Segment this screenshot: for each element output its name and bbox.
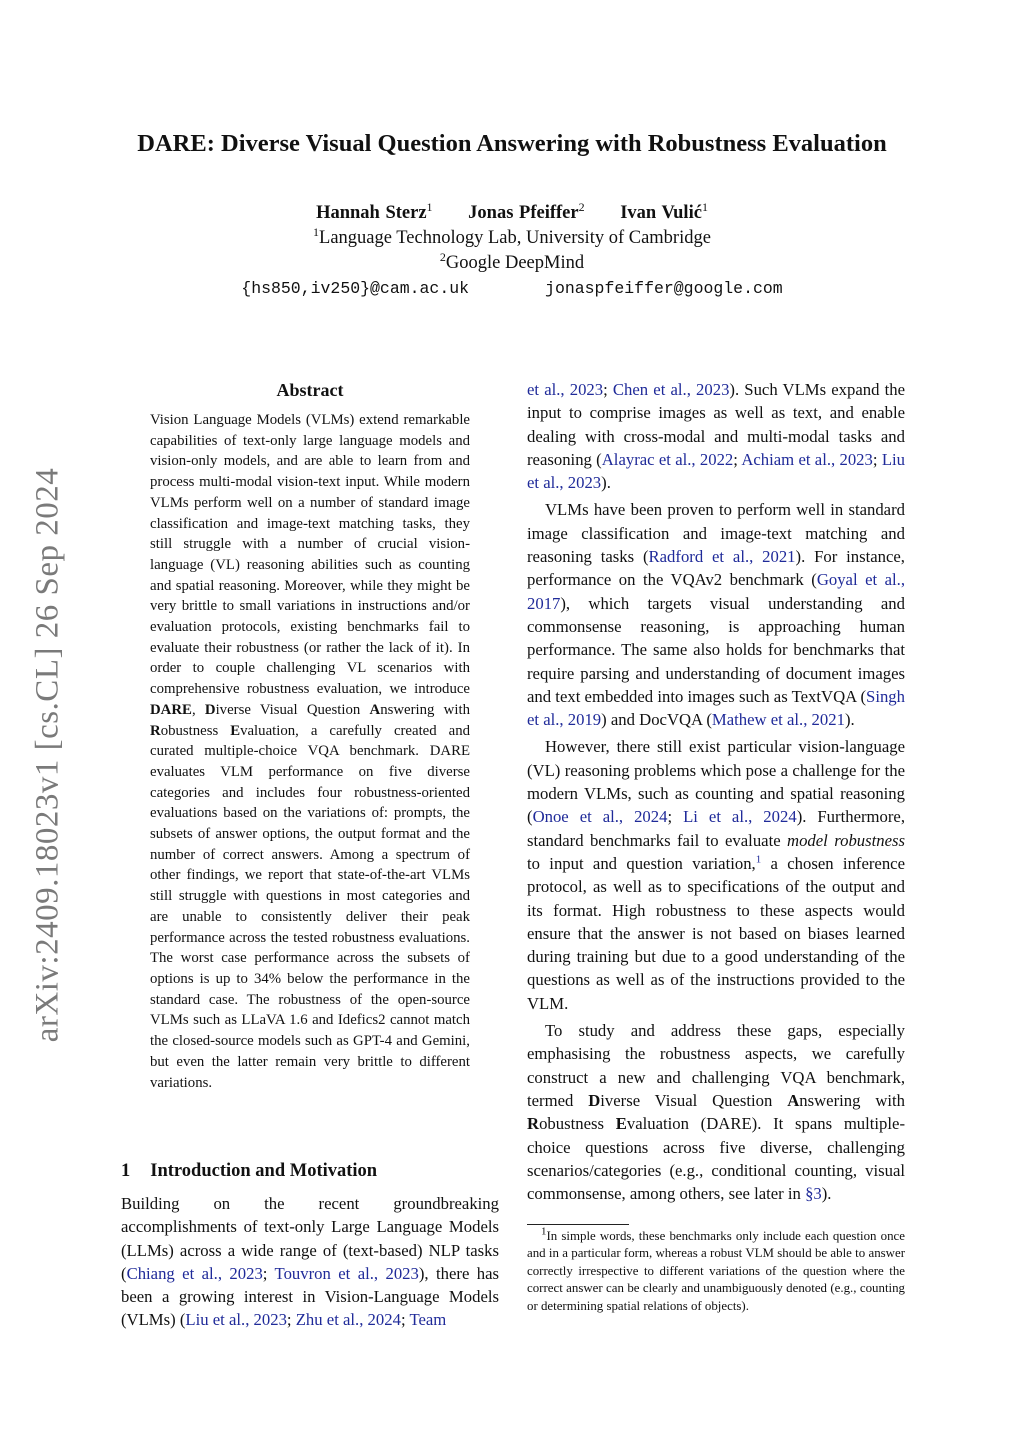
citation-link[interactable]: Radford et al., 2021: [648, 547, 796, 567]
abstract-text: valuation, a carefully created and curated multiple-choice VQA benchmark. DARE evaluates VLM performance on five diverse categories and includes four robustness-oriented evaluations based on the variations of: prompts, the subsets of answer options, the output format and the number of correct answers. Among a spectrum of other findings, we report that state-of-the-art VLMs still struggle with questions in most categories and are unable to consistently deliver their peak performance across the tested robustness evaluations. The worst case performance across the subsets of options is up to 34% below the performance in the standard case. The robustness of the open-source VLMs such as LLaVA 1.6 and Idefics2 cannot match the closed-source models such as GPT-4 and Gemini, but even the latter remain very brittle to different variations.: [150, 722, 470, 1091]
footnote-number: 1: [541, 1225, 547, 1238]
section-number: 1: [121, 1161, 131, 1181]
acronym-letter: R: [527, 1114, 540, 1134]
text: VLMs have been proven to perform well in standard image classification and image-text matching and reasoning tasks (: [527, 500, 905, 567]
text: nswering with: [380, 701, 470, 718]
text: ;: [667, 807, 684, 827]
author-affil-sup: 1: [426, 199, 433, 214]
text: to input and question variation,: [527, 853, 756, 873]
affiliation-text: Language Technology Lab, University of Cambridge: [319, 228, 711, 248]
intro-paragraph-1: [121, 1192, 499, 1332]
emphasis: model robustness: [787, 830, 905, 850]
intro-left-column: [121, 1192, 499, 1332]
text: ;: [603, 380, 613, 399]
text: iverse Visual Question: [600, 1090, 788, 1110]
text: ;: [262, 1263, 275, 1283]
dare-name: DARE: [150, 701, 192, 718]
abstract-body: [150, 410, 470, 1093]
author-affil-sup: 2: [578, 199, 585, 214]
text: ).: [601, 473, 611, 493]
author-2: [468, 199, 585, 223]
text: ). For instance, performance on the VQAv2 benchmark (: [527, 547, 905, 590]
text: ), there has been a growing interest in Vision-Language Models (VLMs) (: [121, 1263, 500, 1330]
text: nswering with: [799, 1090, 905, 1110]
citation-link[interactable]: Touvron et al., 2023: [274, 1263, 419, 1283]
author-1: [316, 199, 433, 223]
text: ), which targets visual understanding and commonsense reasoning, is approaching human performance. The same also holds for benchmarks that require parsing and understanding of document images and text embedded into images such as TextVQA (: [527, 593, 905, 706]
citation-link[interactable]: Achiam et al., 2023: [741, 449, 873, 469]
text: However, there still exist particular vision-language (VL) reasoning problems which pose a challenge for the modern VLMs, such as counting and spatial reasoning (: [527, 737, 905, 827]
author-affil-sup: 1: [701, 199, 708, 214]
arxiv-identifier: arXiv:2409.18023v1 [cs.CL] 26 Sep 2024: [29, 467, 66, 1043]
citation-link[interactable]: et al., 2023: [527, 380, 604, 399]
text: Building on the recent groundbreaking accomplishments of text-only Large Language Models (LLMs) across a wide range of (text-based) NLP tasks (: [121, 1194, 499, 1283]
author-name: Hannah Sterz: [316, 203, 427, 223]
author-name: Jonas Pfeiffer: [468, 203, 579, 223]
citation-link[interactable]: Onoe et al., 2024: [532, 807, 668, 827]
author-name: Ivan Vulić: [620, 203, 702, 223]
text: To study and address these gaps, especially emphasising the robustness aspects, we carefully construct a new and challenging VQA benchmark, termed: [527, 1021, 905, 1110]
text: valuation (DARE). It spans multiple-choice questions across five diverse, challenging scenarios/categories (e.g., conditional counting, visual commonsense, among others, see later in: [527, 1114, 906, 1204]
citation-link[interactable]: Mathew et al., 2021: [711, 710, 845, 730]
affiliation-1: [0, 224, 1024, 249]
footnote-text: In simple words, these benchmarks only include each question once and in a particular form, whereas a robust VLM should be able to answer correctly irrespective to different variations of the question where the correct answer can be clearly and unambiguously denoted (e.g., counting or determining spatial relations of objects).: [527, 1229, 905, 1313]
intro-right-column: [527, 378, 905, 1205]
arxiv-sidebar: [18, 455, 78, 1055]
citation-link[interactable]: Zhu et al., 2024: [295, 1310, 401, 1330]
text: ).: [821, 1184, 832, 1204]
footnote-paragraph: [527, 1225, 905, 1315]
citation-link[interactable]: Li et al., 2024: [683, 807, 797, 827]
text: a chosen inference protocol, as well as to specifications of the output and its format. High robustness to these aspects would ensure that the answer is not based on biases learned during training but due to a good understanding of the questions as well as of the instructions provided to the VLM.: [527, 853, 906, 1013]
affiliation-sup: 2: [439, 249, 446, 264]
intro-paragraph-1-cont: [527, 378, 905, 494]
acronym-letter: E: [615, 1114, 627, 1134]
text: ;: [872, 449, 882, 469]
citation-link[interactable]: Chiang et al., 2023: [126, 1263, 263, 1283]
citation-link[interactable]: Singh et al., 2019: [527, 686, 905, 730]
text: obustness: [539, 1114, 616, 1134]
author-3: [620, 199, 708, 223]
text: ).: [844, 710, 855, 730]
paper-title: DARE: Diverse Visual Question Answering with Robustness Evaluation: [137, 130, 887, 157]
citation-link[interactable]: Team: [409, 1310, 447, 1330]
text: ;: [286, 1310, 296, 1330]
acronym-letter: R: [150, 722, 161, 739]
abstract-paragraph: [150, 410, 470, 1093]
citation-link[interactable]: Liu et al., 2023: [527, 449, 905, 493]
acronym-letter: D: [204, 701, 216, 718]
intro-paragraph-4: [527, 1019, 905, 1205]
text: iverse Visual Question: [215, 701, 370, 718]
section-heading: [121, 1161, 377, 1182]
abstract-heading: Abstract: [276, 380, 344, 400]
footnote: [527, 1225, 905, 1315]
footnote-marker[interactable]: 1: [755, 853, 762, 866]
text: ). Furthermore, standard benchmarks fail to evaluate: [527, 807, 905, 850]
citation-link[interactable]: Liu et al., 2023: [185, 1310, 287, 1330]
email-list: [0, 279, 1024, 298]
text: ,: [191, 701, 205, 718]
text: ). Such VLMs expand the input to comprise images as well as text, and enable dealing with cross-modal and multi-modal tasks and reasoning (: [527, 380, 905, 469]
affiliation-sup: 1: [313, 224, 320, 239]
acronym-letter: A: [369, 701, 381, 718]
acronym-letter: A: [787, 1090, 800, 1110]
abstract-text: Vision Language Models (VLMs) extend remarkable capabilities of text-only large language models and vision-only models, and are able to learn from and process multi-modal vision-text input. While modern VLMs perform well on a number of standard image classification and image-text matching tasks, they still struggle with a number of crucial vision-language (VL) reasoning abilities such as counting and spatial reasoning. Moreover, while they might be very brittle to small variations in instructions and/or evaluation protocols, existing benchmarks fail to evaluate their robustness (or rather the lack of it). In order to couple challenging VL scenarios with comprehensive robustness evaluation, we introduce: [150, 412, 470, 698]
acronym-letter: D: [588, 1090, 601, 1110]
email-google: jonaspfeiffer@google.com: [545, 279, 783, 298]
intro-paragraph-3: [527, 735, 905, 1015]
affiliation-2: [0, 249, 1024, 274]
section-reference-link[interactable]: §3: [805, 1184, 822, 1204]
email-cambridge: {hs850,iv250}@cam.ac.uk: [241, 279, 470, 298]
citation-link[interactable]: Goyal et al., 2017: [527, 570, 905, 613]
affiliation-text: Google DeepMind: [445, 253, 585, 273]
citation-link[interactable]: Alayrac et al., 2022: [601, 449, 734, 469]
acronym-letter: E: [230, 722, 241, 739]
section-title: Introduction and Motivation: [150, 1161, 378, 1181]
citation-link[interactable]: Chen et al., 2023: [612, 380, 730, 399]
intro-paragraph-2: [527, 498, 905, 731]
author-list: [0, 199, 1024, 224]
text: obustness: [160, 722, 231, 739]
text: ;: [400, 1310, 410, 1330]
text: ;: [733, 449, 742, 469]
text: ) and DocVQA (: [601, 710, 712, 730]
